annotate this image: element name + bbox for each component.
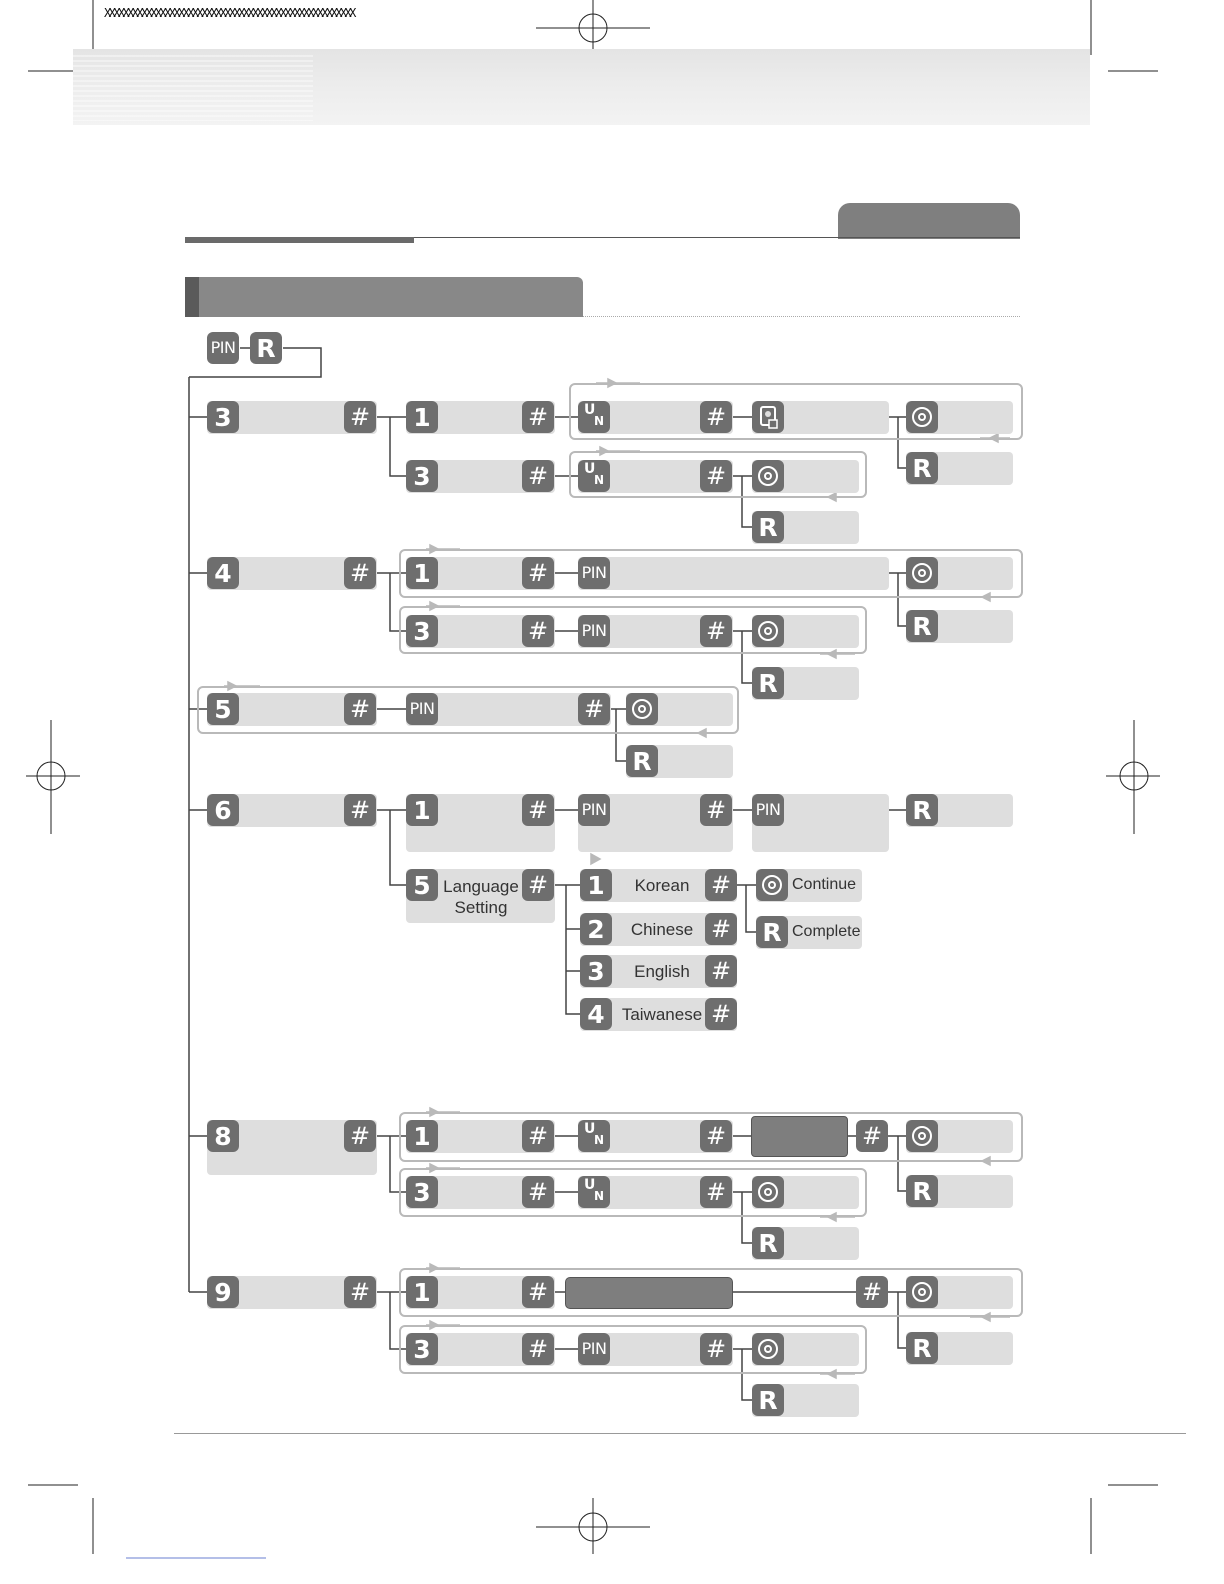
r-key: R — [906, 1332, 938, 1364]
confirm-key — [752, 1333, 784, 1365]
hash-key: # — [700, 794, 732, 826]
pin-key: PIN — [578, 615, 610, 647]
hash-key: # — [344, 1276, 376, 1308]
hash-key: # — [522, 1176, 554, 1208]
r-key: R — [752, 667, 784, 699]
hash-key: # — [344, 1120, 376, 1152]
u-letter: U — [584, 402, 596, 418]
hash-key: # — [700, 1333, 732, 1365]
digit-4-key: 4 — [207, 557, 239, 589]
confirm-icon — [912, 1282, 932, 1302]
r-key: R — [250, 332, 282, 364]
file-reference: XXXXXXXXXXXXXXXXXXXXXXXXXXXXXXXXXXXXXXXXXXXXXXXXXXXXXX — [104, 6, 354, 20]
u-letter: U — [584, 461, 596, 477]
digit-3-key: 3 — [406, 460, 438, 492]
language-option-label: Chinese — [630, 920, 694, 939]
n-letter: N — [594, 414, 605, 428]
r-key: R — [906, 610, 938, 642]
confirm-icon — [758, 466, 778, 486]
digit-3-key: 3 — [406, 1176, 438, 1208]
confirm-key — [906, 401, 938, 433]
user-number-key — [578, 1120, 610, 1152]
hash-key: # — [700, 1176, 732, 1208]
digit-3-key: 3 — [207, 401, 239, 433]
step-bar-4-1-pin — [578, 557, 889, 590]
language-menu-label-2: Setting — [454, 898, 508, 917]
digit-5-key: 5 — [207, 693, 239, 725]
confirm-key — [906, 1120, 938, 1152]
card-touch-glyph — [755, 404, 781, 430]
hash-key: # — [705, 913, 737, 945]
confirm-key — [906, 1276, 938, 1308]
hash-key: # — [578, 693, 610, 725]
hash-key: # — [856, 1276, 888, 1308]
hash-key: # — [522, 557, 554, 589]
u-letter: U — [584, 1121, 596, 1137]
hash-key: # — [700, 460, 732, 492]
hash-key: # — [700, 1120, 732, 1152]
confirm-key — [756, 869, 788, 901]
hash-key: # — [856, 1120, 888, 1152]
r-key: R — [752, 511, 784, 543]
hash-key: # — [700, 401, 732, 433]
language-option-label: Taiwanese — [621, 1005, 703, 1024]
pin-key: PIN — [578, 1333, 610, 1365]
confirm-key — [752, 460, 784, 492]
confirm-icon — [762, 875, 782, 895]
language-option-key: 4 — [580, 998, 612, 1030]
r-key: R — [906, 452, 938, 484]
hash-key: # — [344, 557, 376, 589]
confirm-icon — [758, 621, 778, 641]
r-key: R — [906, 1175, 938, 1207]
pin-key: PIN — [406, 693, 438, 725]
r-key: R — [752, 1227, 784, 1259]
hash-key: # — [522, 460, 554, 492]
hash-key: # — [522, 1276, 554, 1308]
step-block-8-1-dark — [751, 1116, 848, 1157]
hash-key: # — [522, 615, 554, 647]
hash-key: # — [705, 998, 737, 1030]
hash-key: # — [522, 401, 554, 433]
step-block-9-1-dark — [565, 1277, 733, 1309]
user-number-key — [578, 1176, 610, 1208]
complete-label: Complete — [792, 923, 861, 940]
r-key: R — [752, 1384, 784, 1416]
language-menu-key: 5 — [406, 869, 438, 901]
hash-key: # — [705, 955, 737, 987]
hash-key: # — [344, 794, 376, 826]
language-option-label: English — [634, 962, 690, 981]
confirm-icon — [912, 407, 932, 427]
hash-key: # — [344, 401, 376, 433]
language-option-key: 1 — [580, 869, 612, 901]
digit-1-key: 1 — [406, 1120, 438, 1152]
digit-1-key: 1 — [406, 1276, 438, 1308]
n-letter: N — [594, 1133, 605, 1147]
confirm-key — [752, 1176, 784, 1208]
hash-key: # — [522, 794, 554, 826]
confirm-icon — [912, 563, 932, 583]
confirm-icon — [758, 1339, 778, 1359]
pin-key: PIN — [207, 332, 239, 364]
n-letter: N — [594, 473, 605, 487]
r-key: R — [906, 794, 938, 826]
confirm-icon — [758, 1182, 778, 1202]
pin-key: PIN — [752, 794, 784, 826]
digit-9-key: 9 — [207, 1276, 239, 1308]
digit-1-key: 1 — [406, 401, 438, 433]
confirm-key — [906, 557, 938, 589]
u-letter: U — [584, 1177, 596, 1193]
continue-label: Continue — [792, 876, 857, 893]
hash-key: # — [700, 615, 732, 647]
digit-1-key: 1 — [406, 794, 438, 826]
r-key: R — [626, 745, 658, 777]
pin-key: PIN — [578, 557, 610, 589]
hash-key: # — [522, 1120, 554, 1152]
pin-key: PIN — [578, 794, 610, 826]
hash-key: # — [344, 693, 376, 725]
confirm-icon — [912, 1126, 932, 1146]
n-letter: N — [594, 1189, 605, 1203]
r-key: R — [756, 916, 788, 948]
user-number-key — [578, 460, 610, 492]
confirm-key — [752, 615, 784, 647]
language-option-key: 3 — [580, 955, 612, 987]
digit-6-key: 6 — [207, 794, 239, 826]
confirm-icon — [632, 699, 652, 719]
digit-8-key: 8 — [207, 1120, 239, 1152]
digit-1-key: 1 — [406, 557, 438, 589]
digit-3-key: 3 — [406, 1333, 438, 1365]
language-option-key: 2 — [580, 913, 612, 945]
confirm-key — [626, 693, 658, 725]
card-touch-icon — [752, 401, 784, 433]
hash-key: # — [705, 869, 737, 901]
digit-3-key: 3 — [406, 615, 438, 647]
user-number-key — [578, 401, 610, 433]
hash-key: # — [522, 869, 554, 901]
language-option-label: Korean — [634, 876, 690, 895]
hash-key: # — [522, 1333, 554, 1365]
language-menu-label-1: Language — [443, 877, 519, 896]
